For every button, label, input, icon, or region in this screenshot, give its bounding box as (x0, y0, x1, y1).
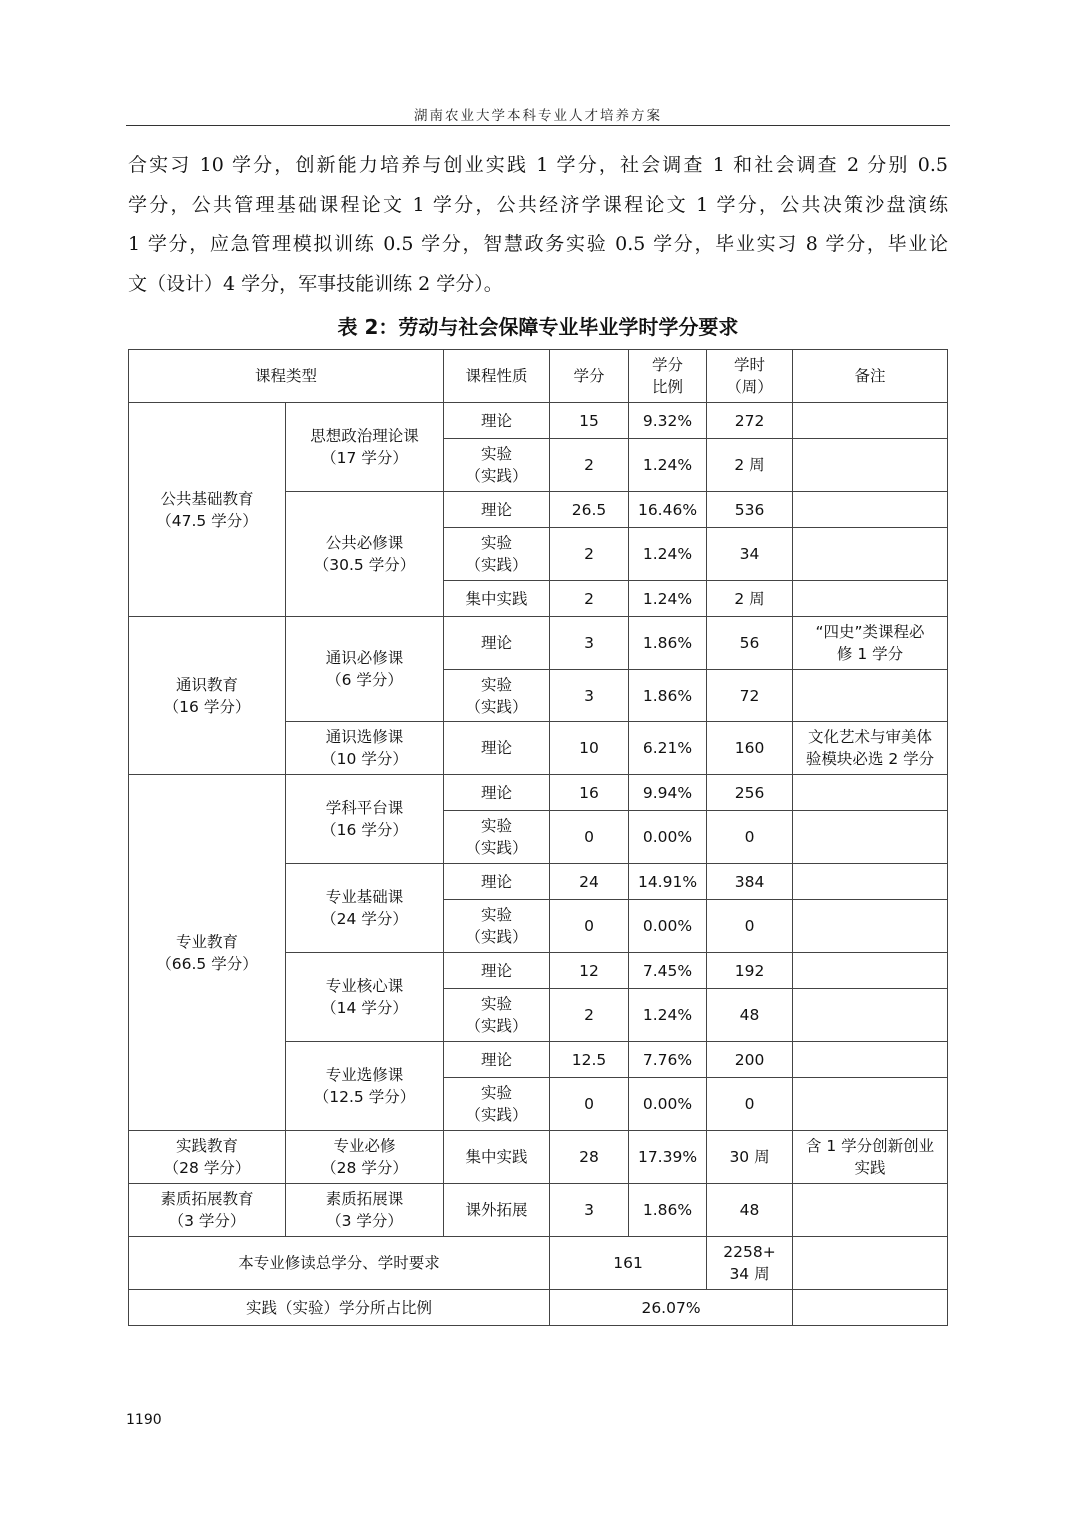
credit-cell (550, 403, 629, 439)
hours-cell (707, 492, 793, 528)
cell-line: 备注 (854, 367, 886, 385)
remark-cell (793, 1078, 948, 1131)
cell-line: 实践（实验）学分所占比例 (246, 1298, 433, 1317)
cell-line: （实践） (465, 1106, 528, 1124)
practice-ratio-remark (793, 1290, 948, 1326)
cell-line: 272 (734, 411, 765, 430)
subcategory-cell (286, 722, 444, 775)
paragraph-line: 合实习 10 学分，创新能力培养与创业实践 1 学分，社会调查 1 和社会调查 2 分别 0.5 (128, 154, 948, 176)
cell-line: 1.24% (642, 456, 693, 474)
cell-line: （实践） (465, 556, 528, 574)
cell-line: 161 (613, 1254, 643, 1272)
nature-cell (444, 722, 550, 775)
cell-line: 专业选修课 (325, 1066, 404, 1084)
cell-line: 素质拓展教育 (160, 1190, 254, 1208)
table-title: 表 2：劳动与社会保障专业毕业学时学分要求 (337, 315, 739, 339)
cell-line: 24 (579, 872, 599, 891)
practice-ratio-value (550, 1290, 793, 1326)
cell-line: 实验 (481, 534, 513, 552)
ratio-cell (629, 1184, 707, 1237)
table-row (129, 403, 948, 439)
remark-cell (793, 900, 948, 953)
practice-ratio-label (129, 1290, 550, 1326)
cell-line: 课外拓展 (465, 1201, 528, 1219)
cell-line: 学时 (734, 356, 766, 374)
cell-line: 实践 (854, 1159, 886, 1177)
cell-line: 2 周 (734, 456, 765, 474)
cell-line: 专业核心课 (325, 977, 404, 995)
cell-line: 48 (739, 1006, 760, 1024)
subcategory-cell (286, 1131, 444, 1184)
cell-line: 0.00% (642, 828, 693, 846)
nature-cell (444, 775, 550, 811)
paragraph-line: 文（设计）4 学分，军事技能训练 2 学分）。 (128, 272, 503, 295)
cell-line: 本专业修读总学分、学时要求 (238, 1254, 440, 1272)
remark-cell (793, 670, 948, 722)
header-hours (707, 350, 793, 403)
ratio-cell (629, 581, 707, 617)
cell-line: 理论 (481, 872, 513, 891)
cell-line: 56 (739, 634, 760, 652)
credit-cell (550, 670, 629, 722)
total-remark (793, 1237, 948, 1290)
cell-line: 课程类型 (255, 367, 318, 385)
subcategory-cell (286, 492, 444, 617)
cell-line: 实验 (481, 995, 513, 1013)
ratio-cell (629, 492, 707, 528)
subcategory-cell (286, 864, 444, 953)
remark-cell (793, 775, 948, 811)
cell-line: （实践） (465, 1017, 528, 1035)
cell-line: “四史”类课程必 (815, 623, 925, 641)
nature-cell (444, 581, 550, 617)
cell-line: 3 (584, 686, 594, 705)
credit-cell (550, 775, 629, 811)
table-row (129, 617, 948, 670)
nature-cell (444, 953, 550, 989)
hours-cell (707, 864, 793, 900)
cell-line: 文化艺术与审美体 (808, 728, 933, 746)
cell-line: 修 1 学分 (836, 645, 904, 663)
page-number: 1190 (126, 1412, 162, 1428)
cell-line: 2 (584, 1006, 594, 1024)
total-label (129, 1237, 550, 1290)
cell-line: （3 学分） (168, 1212, 246, 1230)
cell-line: 30 周 (729, 1148, 770, 1166)
cell-line: 学科平台课 (325, 799, 404, 817)
cell-line: 集中实践 (465, 1148, 528, 1166)
cell-line: （6 学分） (326, 671, 403, 689)
cell-line: 2 (584, 545, 594, 563)
ratio-cell (629, 439, 707, 492)
cell-line: 通识选修课 (325, 728, 404, 746)
cell-line: 实验 (481, 906, 513, 924)
header-credit (550, 350, 629, 403)
credit-cell (550, 1184, 629, 1237)
cell-line: （16 学分） (163, 697, 251, 716)
total-row (129, 1237, 948, 1290)
category-cell (129, 1184, 286, 1237)
nature-cell (444, 1131, 550, 1184)
cell-line: （实践） (465, 839, 528, 857)
cell-line: 1.86% (642, 634, 693, 652)
remark-cell (793, 403, 948, 439)
paragraph-line: 学分，公共管理基础课程论文 1 学分，公共经济学课程论文 1 学分，公共决策沙盘演练 (128, 193, 948, 216)
nature-cell (444, 1042, 550, 1078)
cell-line: 公共必修课 (325, 534, 404, 552)
credit-cell (550, 722, 629, 775)
hours-cell (707, 581, 793, 617)
credit-cell (550, 811, 629, 864)
cell-line: 0 (584, 917, 594, 935)
nature-cell (444, 403, 550, 439)
cell-line: 实验 (481, 1084, 513, 1102)
subcategory-cell (286, 1042, 444, 1131)
cell-line: 7.76% (642, 1050, 693, 1069)
cell-line: 26.5 (571, 500, 607, 519)
hours-cell (707, 900, 793, 953)
cell-line: 含 1 学分创新创业 (805, 1137, 935, 1155)
subcategory-cell (286, 403, 444, 492)
ratio-cell (629, 617, 707, 670)
ratio-cell (629, 900, 707, 953)
remark-cell (793, 528, 948, 581)
cell-line: 1.86% (642, 686, 693, 705)
cell-line: （47.5 学分） (156, 511, 258, 530)
cell-line: 0 (744, 1095, 755, 1113)
cell-line: （66.5 学分） (156, 954, 258, 973)
hours-cell (707, 953, 793, 989)
cell-line: 1.24% (642, 545, 693, 563)
remark-cell (793, 1042, 948, 1078)
cell-line: 2 (584, 456, 594, 474)
cell-line: 17.39% (637, 1148, 698, 1166)
cell-line: 0.00% (642, 1095, 693, 1113)
cell-line: 384 (734, 872, 765, 891)
cell-line: 比例 (652, 378, 684, 396)
hours-cell (707, 1184, 793, 1237)
cell-line: 实验 (481, 445, 513, 463)
credit-requirements-table (128, 349, 948, 1326)
hours-cell (707, 528, 793, 581)
hours-cell (707, 1042, 793, 1078)
ratio-cell (629, 1078, 707, 1131)
cell-line: 理论 (481, 783, 513, 802)
ratio-cell (629, 403, 707, 439)
nature-cell (444, 1078, 550, 1131)
total-hours (707, 1237, 793, 1290)
category-cell (129, 617, 286, 775)
cell-line: 12.5 (571, 1050, 607, 1069)
cell-line: （14 学分） (321, 999, 408, 1017)
nature-cell (444, 900, 550, 953)
cell-line: （实践） (465, 467, 528, 485)
cell-line: 34 周 (729, 1265, 770, 1283)
cell-line: 192 (734, 961, 765, 980)
cell-line: 理论 (481, 739, 513, 757)
table-body (129, 350, 948, 1326)
cell-line: 16 (579, 783, 599, 802)
category-cell (129, 775, 286, 1131)
ratio-cell (629, 670, 707, 722)
cell-line: 实验 (481, 675, 513, 694)
cell-line: 实践教育 (175, 1137, 238, 1155)
cell-line: 集中实践 (465, 589, 528, 608)
remark-cell (793, 722, 948, 775)
cell-line: 理论 (481, 1050, 513, 1069)
cell-line: （周） (726, 378, 773, 396)
cell-line: 160 (734, 739, 765, 757)
ratio-cell (629, 953, 707, 989)
remark-cell (793, 864, 948, 900)
credit-cell (550, 617, 629, 670)
cell-line: 理论 (481, 500, 513, 519)
cell-line: 10 (579, 739, 599, 757)
cell-line: （30.5 学分） (313, 556, 416, 574)
nature-cell (444, 1184, 550, 1237)
header-nature (444, 350, 550, 403)
remark-cell (793, 989, 948, 1042)
cell-line: 2 周 (734, 589, 765, 608)
cell-line: 3 (584, 634, 594, 652)
nature-cell (444, 989, 550, 1042)
ratio-cell (629, 1042, 707, 1078)
cell-line: 公共基础教育 (160, 489, 254, 508)
header-rule (126, 125, 950, 126)
cell-line: 专业基础课 (325, 888, 404, 906)
cell-line: （28 学分） (321, 1159, 408, 1177)
cell-line: 9.32% (642, 411, 693, 430)
hours-cell (707, 617, 793, 670)
cell-line: （12.5 学分） (313, 1088, 416, 1106)
cell-line: 34 (739, 545, 760, 563)
cell-line: 学分 (652, 356, 684, 374)
ratio-cell (629, 811, 707, 864)
credit-cell (550, 900, 629, 953)
nature-cell (444, 864, 550, 900)
total-credit (550, 1237, 707, 1290)
remark-cell (793, 439, 948, 492)
cell-line: （10 学分） (321, 750, 408, 768)
cell-line: 理论 (481, 411, 513, 430)
cell-line: 验模块必选 2 学分 (805, 750, 935, 768)
cell-line: 2 (584, 589, 594, 608)
cell-line: 通识必修课 (325, 649, 404, 667)
cell-line: 素质拓展课 (325, 1190, 404, 1208)
cell-line: 专业教育 (175, 932, 238, 951)
cell-line: 14.91% (637, 872, 698, 891)
cell-line: 9.94% (642, 783, 693, 802)
cell-line: 12 (579, 961, 599, 980)
cell-line: 2258+ (723, 1243, 776, 1261)
nature-cell (444, 528, 550, 581)
cell-line: 实验 (481, 817, 513, 835)
cell-line: 理论 (481, 961, 513, 980)
cell-line: 6.21% (642, 739, 693, 757)
ratio-cell (629, 722, 707, 775)
nature-cell (444, 617, 550, 670)
credit-cell (550, 953, 629, 989)
cell-line: 通识教育 (175, 675, 238, 694)
hours-cell (707, 989, 793, 1042)
hours-cell (707, 1131, 793, 1184)
remark-cell (793, 953, 948, 989)
header-remark (793, 350, 948, 403)
cell-line: 200 (734, 1050, 765, 1069)
category-cell (129, 403, 286, 617)
remark-cell (793, 492, 948, 528)
category-cell (129, 1131, 286, 1184)
ratio-cell (629, 1131, 707, 1184)
credit-cell (550, 492, 629, 528)
hours-cell (707, 670, 793, 722)
cell-line: （3 学分） (326, 1212, 403, 1230)
subcategory-cell (286, 1184, 444, 1237)
cell-line: 专业必修 (333, 1137, 396, 1155)
cell-line: 0 (744, 828, 755, 846)
cell-line: （实践） (465, 928, 528, 946)
page-header: 湖南农业大学本科专业人才培养方案 (414, 108, 662, 124)
hours-cell (707, 775, 793, 811)
cell-line: 思想政治理论课 (310, 427, 419, 445)
credit-cell (550, 864, 629, 900)
cell-line: 0.00% (642, 917, 693, 935)
credit-cell (550, 528, 629, 581)
cell-line: 0 (584, 1095, 594, 1113)
credit-cell (550, 1131, 629, 1184)
cell-line: 课程性质 (465, 367, 528, 385)
credit-cell (550, 989, 629, 1042)
hours-cell (707, 439, 793, 492)
nature-cell (444, 811, 550, 864)
hours-cell (707, 811, 793, 864)
remark-cell (793, 1184, 948, 1237)
body-paragraph (128, 146, 948, 304)
cell-line: 26.07% (641, 1298, 701, 1317)
cell-line: 16.46% (637, 500, 698, 519)
remark-cell (793, 811, 948, 864)
credit-cell (550, 1078, 629, 1131)
ratio-cell (629, 775, 707, 811)
credit-cell (550, 581, 629, 617)
ratio-cell (629, 989, 707, 1042)
remark-cell (793, 617, 948, 670)
cell-line: 48 (739, 1201, 760, 1219)
table-row (129, 775, 948, 811)
cell-line: 72 (739, 686, 760, 705)
cell-line: （28 学分） (163, 1159, 251, 1177)
nature-cell (444, 670, 550, 722)
cell-line: 28 (579, 1148, 599, 1166)
credit-cell (550, 439, 629, 492)
hours-cell (707, 722, 793, 775)
nature-cell (444, 439, 550, 492)
subcategory-cell (286, 617, 444, 722)
hours-cell (707, 403, 793, 439)
cell-line: （16 学分） (321, 821, 408, 839)
subcategory-cell (286, 775, 444, 864)
cell-line: （24 学分） (321, 910, 408, 928)
cell-line: 7.45% (642, 961, 693, 980)
cell-line: 0 (584, 828, 594, 846)
header-ratio (629, 350, 707, 403)
table-header-row (129, 350, 948, 403)
nature-cell (444, 492, 550, 528)
cell-line: 学分 (573, 367, 605, 385)
cell-line: 15 (579, 411, 599, 430)
remark-cell (793, 581, 948, 617)
practice-ratio-row (129, 1290, 948, 1326)
cell-line: 3 (584, 1201, 594, 1219)
credit-cell (550, 1042, 629, 1078)
table-row (129, 1131, 948, 1184)
subcategory-cell (286, 953, 444, 1042)
cell-line: 256 (734, 783, 765, 802)
paragraph-line: 1 学分，应急管理模拟训练 0.5 学分，智慧政务实验 0.5 学分，毕业实习 8 学分，毕业论 (128, 233, 948, 255)
cell-line: 1.24% (642, 1006, 693, 1024)
hours-cell (707, 1078, 793, 1131)
remark-cell (793, 1131, 948, 1184)
table-row (129, 1184, 948, 1237)
cell-line: （17 学分） (321, 449, 408, 467)
cell-line: 536 (734, 500, 765, 519)
cell-line: （实践） (465, 697, 528, 716)
cell-line: 1.86% (642, 1201, 693, 1219)
cell-line: 0 (744, 917, 755, 935)
header-category (129, 350, 444, 403)
ratio-cell (629, 528, 707, 581)
cell-line: 1.24% (642, 589, 693, 608)
cell-line: 理论 (481, 634, 513, 652)
ratio-cell (629, 864, 707, 900)
